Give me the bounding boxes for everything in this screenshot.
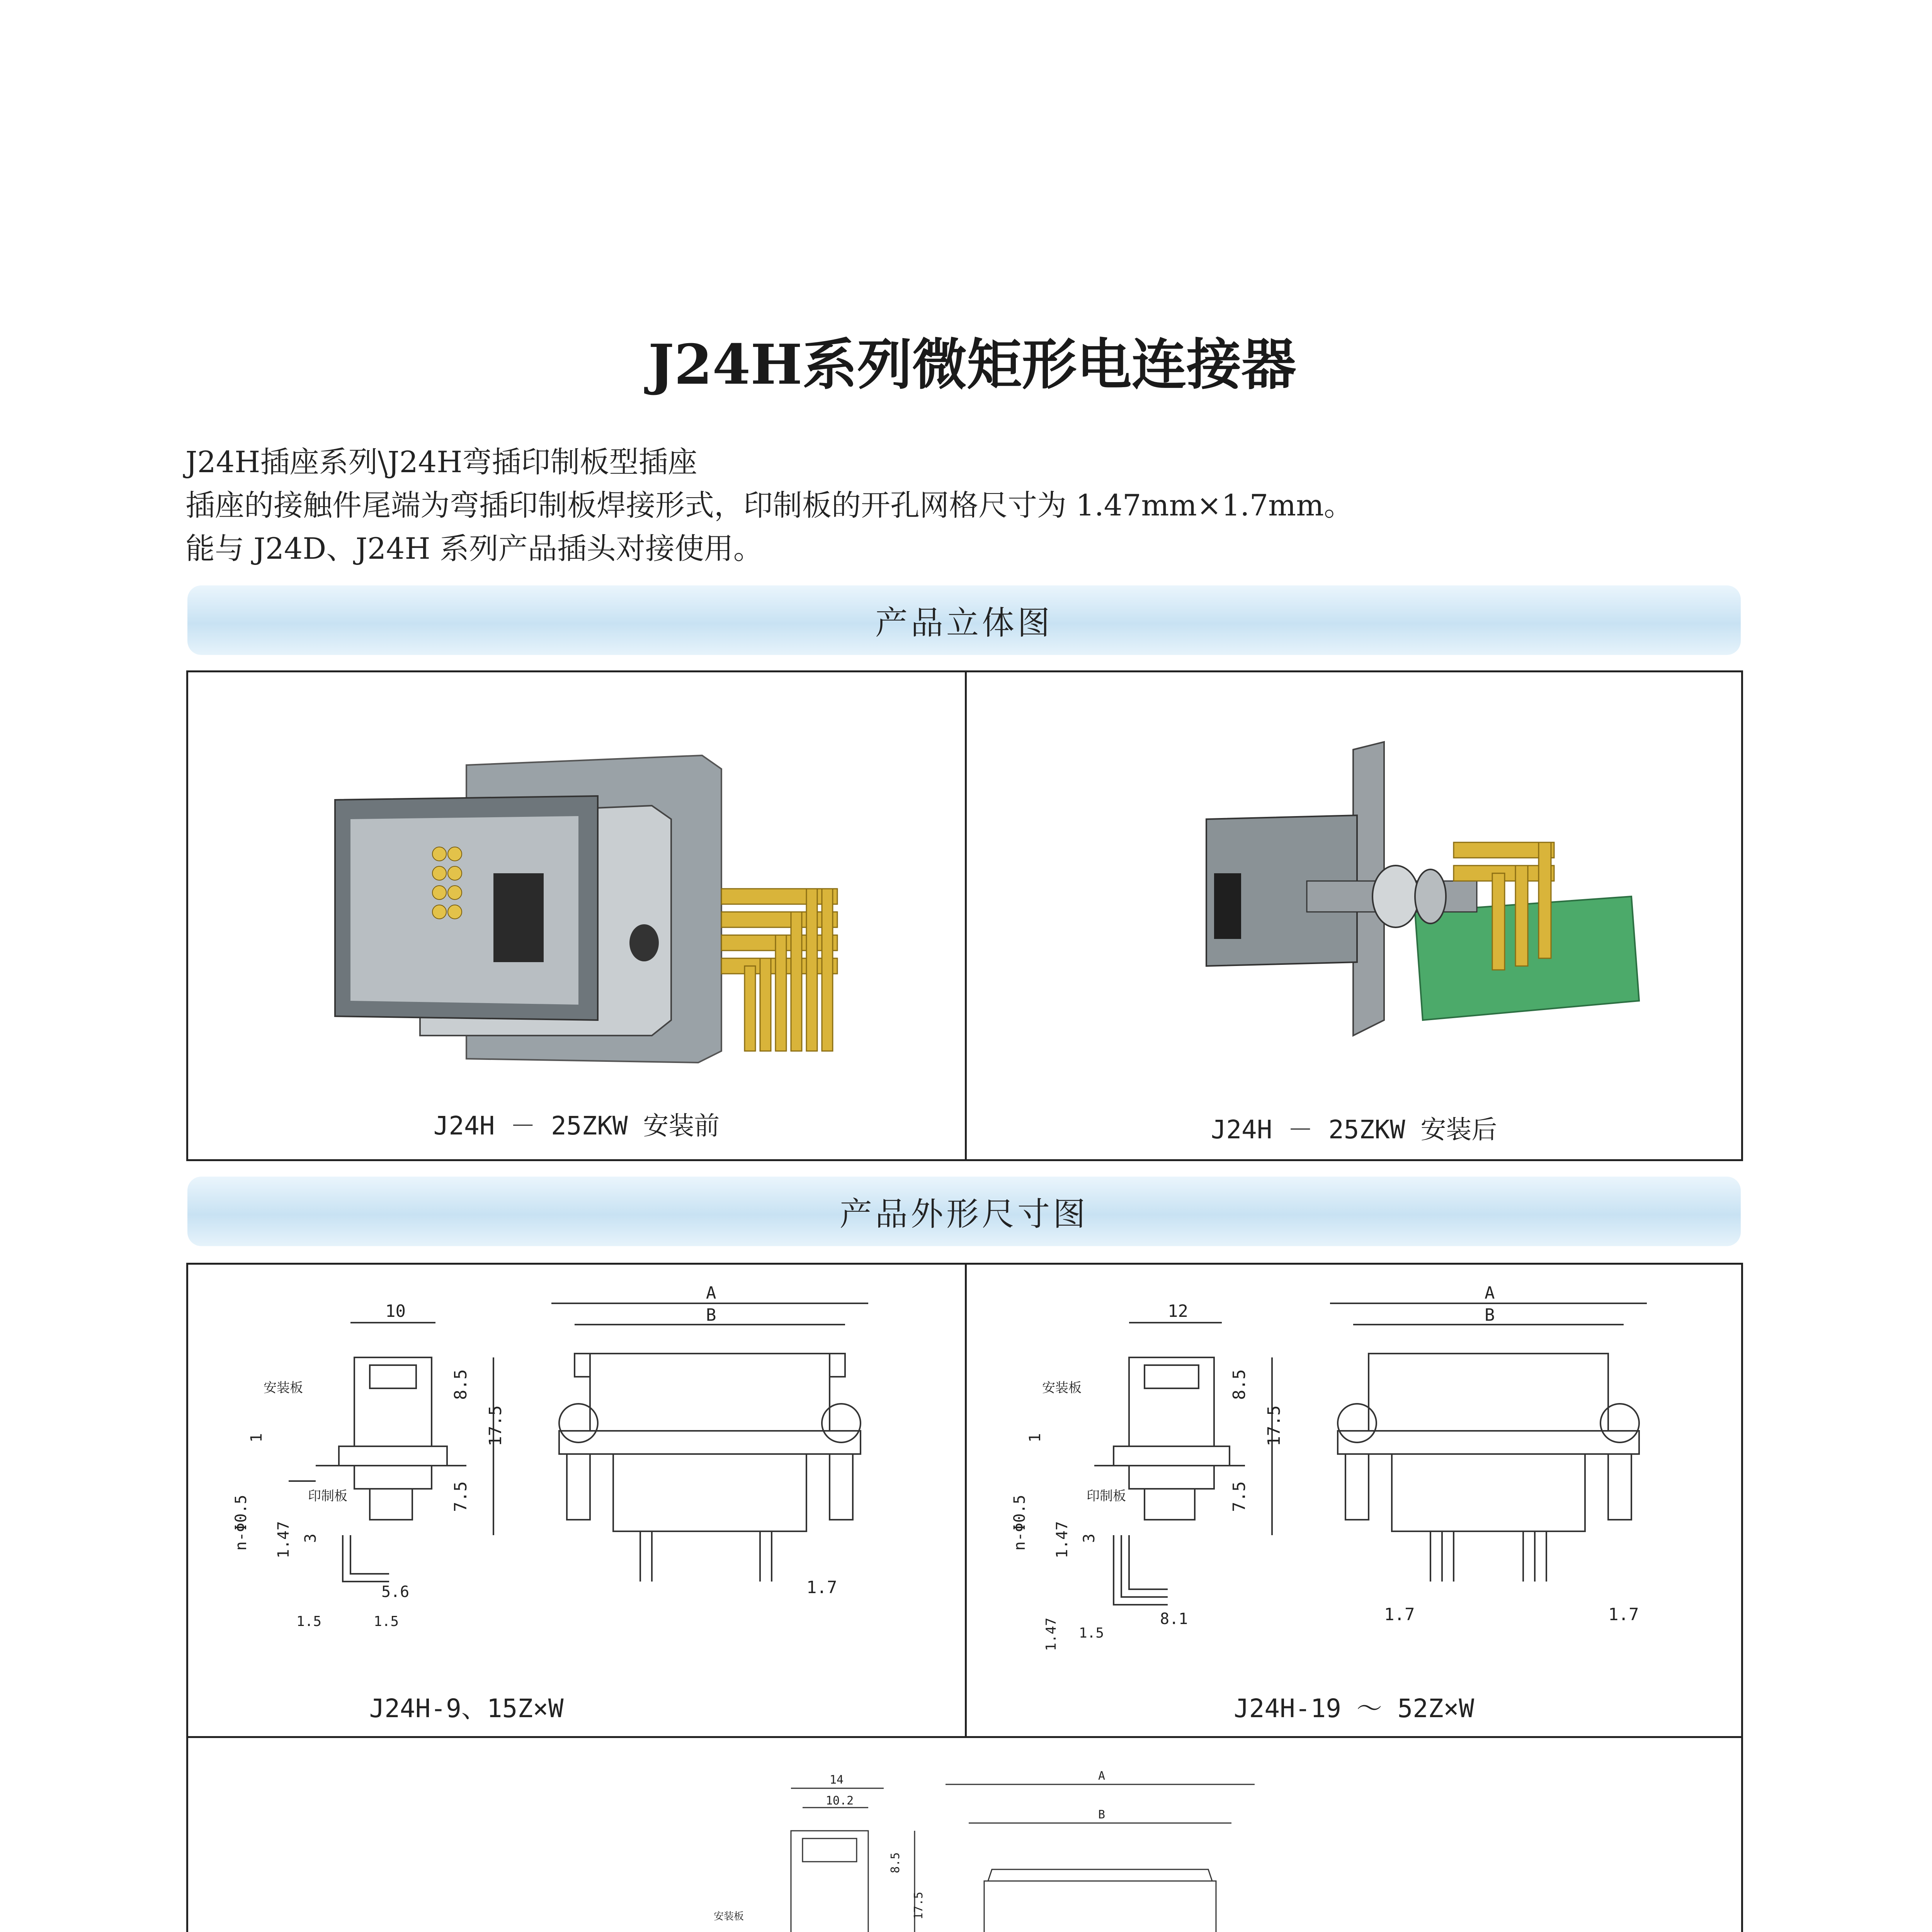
svg-text:1.7: 1.7 bbox=[1608, 1605, 1639, 1624]
svg-text:安装板: 安装板 bbox=[1042, 1380, 1082, 1396]
svg-text:1.5: 1.5 bbox=[1079, 1625, 1104, 1641]
dimension-drawing-19-52 bbox=[967, 1265, 1741, 1682]
svg-text:A: A bbox=[706, 1283, 716, 1303]
svg-text:8.5: 8.5 bbox=[889, 1852, 902, 1873]
dimension-drawing-74 bbox=[188, 1738, 1741, 1932]
svg-text:1.7: 1.7 bbox=[806, 1578, 837, 1597]
svg-text:3: 3 bbox=[302, 1533, 320, 1543]
svg-text:n-Φ0.5: n-Φ0.5 bbox=[232, 1495, 250, 1551]
svg-text:1.47: 1.47 bbox=[275, 1521, 293, 1558]
intro-line-1: J24H插座系列\J24H弯插印制板型插座 bbox=[185, 445, 697, 479]
svg-text:14: 14 bbox=[830, 1773, 844, 1787]
dimension-drawing-9-15 bbox=[188, 1265, 965, 1682]
svg-text:1.47: 1.47 bbox=[1053, 1521, 1071, 1558]
pins-gold bbox=[721, 889, 837, 1051]
svg-text:1: 1 bbox=[1026, 1433, 1044, 1442]
photo-panel-before bbox=[186, 670, 967, 1161]
svg-text:8.1: 8.1 bbox=[1160, 1610, 1188, 1628]
svg-text:1.7: 1.7 bbox=[1384, 1605, 1415, 1624]
svg-text:印制板: 印制板 bbox=[1087, 1488, 1126, 1504]
svg-text:安装板: 安装板 bbox=[714, 1911, 744, 1922]
svg-text:安装板: 安装板 bbox=[264, 1380, 303, 1396]
section-banner-dimension-drawing: 产品外形尺寸图 bbox=[187, 1177, 1741, 1246]
drawing-panel-19-52 bbox=[965, 1263, 1743, 1738]
svg-text:3: 3 bbox=[1080, 1533, 1098, 1543]
section-banner-3d-view: 产品立体图 bbox=[187, 585, 1741, 655]
svg-text:1.47: 1.47 bbox=[1043, 1617, 1059, 1651]
intro-line-2: 插座的接触件尾端为弯插印制板焊接形式，印制板的开孔网格尺寸为 1.47mm×1.7mm。 bbox=[185, 488, 1354, 522]
connector-after-image bbox=[967, 672, 1741, 1105]
svg-text:1.5: 1.5 bbox=[296, 1614, 322, 1629]
page-title: J24H系列微矩形电连接器 bbox=[648, 333, 1296, 397]
svg-text:1.5: 1.5 bbox=[374, 1614, 399, 1629]
svg-text:10.2: 10.2 bbox=[826, 1794, 854, 1808]
drawing-caption-19-52: J24H-19 ～ 52Z×W bbox=[1233, 1694, 1475, 1723]
svg-text:12: 12 bbox=[1168, 1301, 1188, 1321]
svg-text:7.5: 7.5 bbox=[1230, 1481, 1249, 1512]
connector-before-image bbox=[188, 672, 965, 1105]
svg-text:B: B bbox=[1485, 1305, 1495, 1325]
svg-text:5.6: 5.6 bbox=[381, 1583, 410, 1601]
drawing-panel-9-15 bbox=[186, 1263, 967, 1738]
svg-text:8.5: 8.5 bbox=[1230, 1369, 1249, 1400]
svg-text:7.5: 7.5 bbox=[451, 1481, 471, 1512]
svg-text:B: B bbox=[1098, 1808, 1105, 1821]
svg-text:8.5: 8.5 bbox=[451, 1369, 471, 1400]
svg-text:n-Φ0.5: n-Φ0.5 bbox=[1011, 1495, 1029, 1551]
photo-panel-after bbox=[965, 670, 1743, 1161]
svg-text:A: A bbox=[1098, 1769, 1105, 1783]
svg-text:A: A bbox=[1485, 1283, 1495, 1303]
photo-caption-after: J24H － 25ZKW 安装后 bbox=[1211, 1115, 1497, 1145]
drawing-panel-74 bbox=[186, 1736, 1743, 1932]
svg-text:1: 1 bbox=[248, 1433, 265, 1442]
intro-line-3: 能与 J24D、J24H 系列产品插头对接使用。 bbox=[185, 531, 763, 566]
drawing-caption-9-15: J24H-9、15Z×W bbox=[369, 1694, 564, 1723]
intro-text bbox=[185, 440, 1770, 570]
svg-text:17.5: 17.5 bbox=[1264, 1405, 1284, 1446]
dim-label-w: 10 bbox=[385, 1301, 406, 1321]
svg-text:B: B bbox=[706, 1305, 716, 1325]
svg-text:17.5: 17.5 bbox=[486, 1405, 505, 1446]
photo-caption-before: J24H － 25ZKW 安装前 bbox=[433, 1111, 720, 1141]
svg-text:印制板: 印制板 bbox=[308, 1488, 347, 1504]
svg-text:17.5: 17.5 bbox=[912, 1891, 925, 1920]
